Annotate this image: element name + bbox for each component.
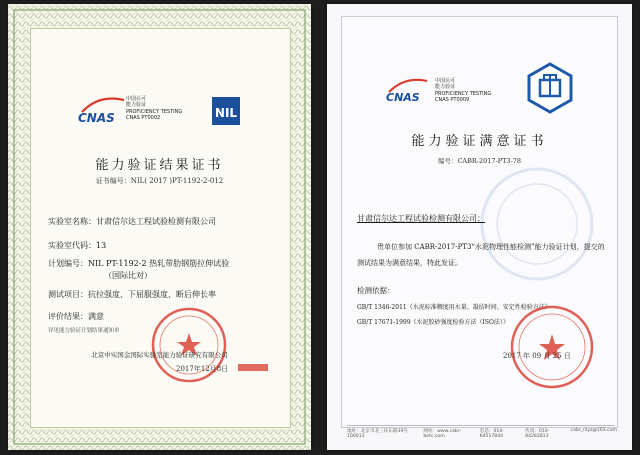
certificate-title: 能力验证结果证书 (95, 158, 224, 173)
proficiency-result-certificate (8, 4, 311, 450)
cabr-mark-icon (527, 62, 573, 114)
cnas-logo-text: CNAS (78, 111, 115, 125)
plan-number-label: 计划编号： (48, 259, 88, 268)
footer-divider (347, 425, 615, 426)
certificate-title: 能力验证满意证书 (411, 134, 548, 149)
test-items: 抗拉强度、下屈服强度、断后伸长率 (88, 290, 216, 299)
lab-name: 甘肃信尔达工程试验检测有限公司： (357, 214, 485, 223)
proficiency-satisfactory-certificate (327, 4, 632, 450)
footer-phone: 电话：010-64517844 (479, 429, 504, 439)
official-seal (509, 304, 595, 390)
test-items-label: 测试项目： (48, 290, 88, 299)
certificate-number: 编号：CABR-2017-PT3-78 (437, 157, 522, 165)
footer-website: 网址：www.cabr-betc.com (423, 429, 461, 439)
footer-contact (347, 428, 617, 439)
lab-name-label: 实验室名称： (48, 217, 96, 226)
lab-code-label: 实验室代码： (48, 241, 96, 250)
nil-logo-text: NIL (214, 106, 238, 120)
result-value: 满意 (88, 312, 104, 321)
lab-name: 甘肃信尔达工程试验检测有限公司 (96, 217, 216, 226)
cnas-logo-caption: 中国认可 能力验证 PROFICIENCY TESTING CNAS PT0009 (435, 78, 492, 104)
basis-standard-2: GB/T 17671-1999《水泥胶砂强度检验方法（ISO法）》 (357, 319, 509, 326)
basis-label: 检测依据： (357, 286, 395, 295)
footer-address: 地址：北京市北三环东路30号 100013 (347, 429, 408, 439)
certificate-number: 证书编号：NIL( 2017 )PT-1192-2-012 (95, 177, 224, 185)
plan-number-row (48, 258, 229, 269)
basis-standard-1: GB/T 1346-2011《水泥标准稠度用水量、凝结时间、安定性检验方法》 (357, 304, 551, 311)
result-note: 详见能力验证计划结果通知单 (48, 328, 120, 334)
cnas-logo-caption: 中国认可 能力验证 PROFICIENCY TESTING CNAS PT0002 (126, 96, 183, 122)
plan-number: NIL PT-1192-2 热轧带肋钢筋拉伸试验 (88, 259, 230, 268)
result-label: 评价结果： (48, 312, 88, 321)
certificate-body-text: 贵单位参加 CABR-2017-PT3“水泥物理性能检测”能力验证计划，提交的测试结果为满意结果，特此发证。 (357, 243, 605, 267)
lab-code: 13 (96, 241, 107, 250)
issue-date: 2017 年 09 月 25 日 (503, 352, 571, 360)
issuer-name: 北京中实国金国际实验室能力验证研究有限公司 (91, 351, 228, 359)
test-items-row (48, 289, 216, 300)
footer-email: cabr_nlyz@163.com (570, 428, 617, 433)
issue-date: 2017年12月8日 (176, 365, 229, 373)
cnas-logo-text: CNAS (386, 91, 420, 104)
seal-strip (238, 364, 268, 371)
lab-name-row (48, 216, 216, 227)
nil-logo (211, 96, 241, 126)
plan-subtitle: （国际比对） (104, 271, 152, 280)
footer-fax: 传真：010-84282813 (525, 429, 550, 439)
lab-code-row (48, 240, 106, 251)
result-row (48, 311, 104, 322)
